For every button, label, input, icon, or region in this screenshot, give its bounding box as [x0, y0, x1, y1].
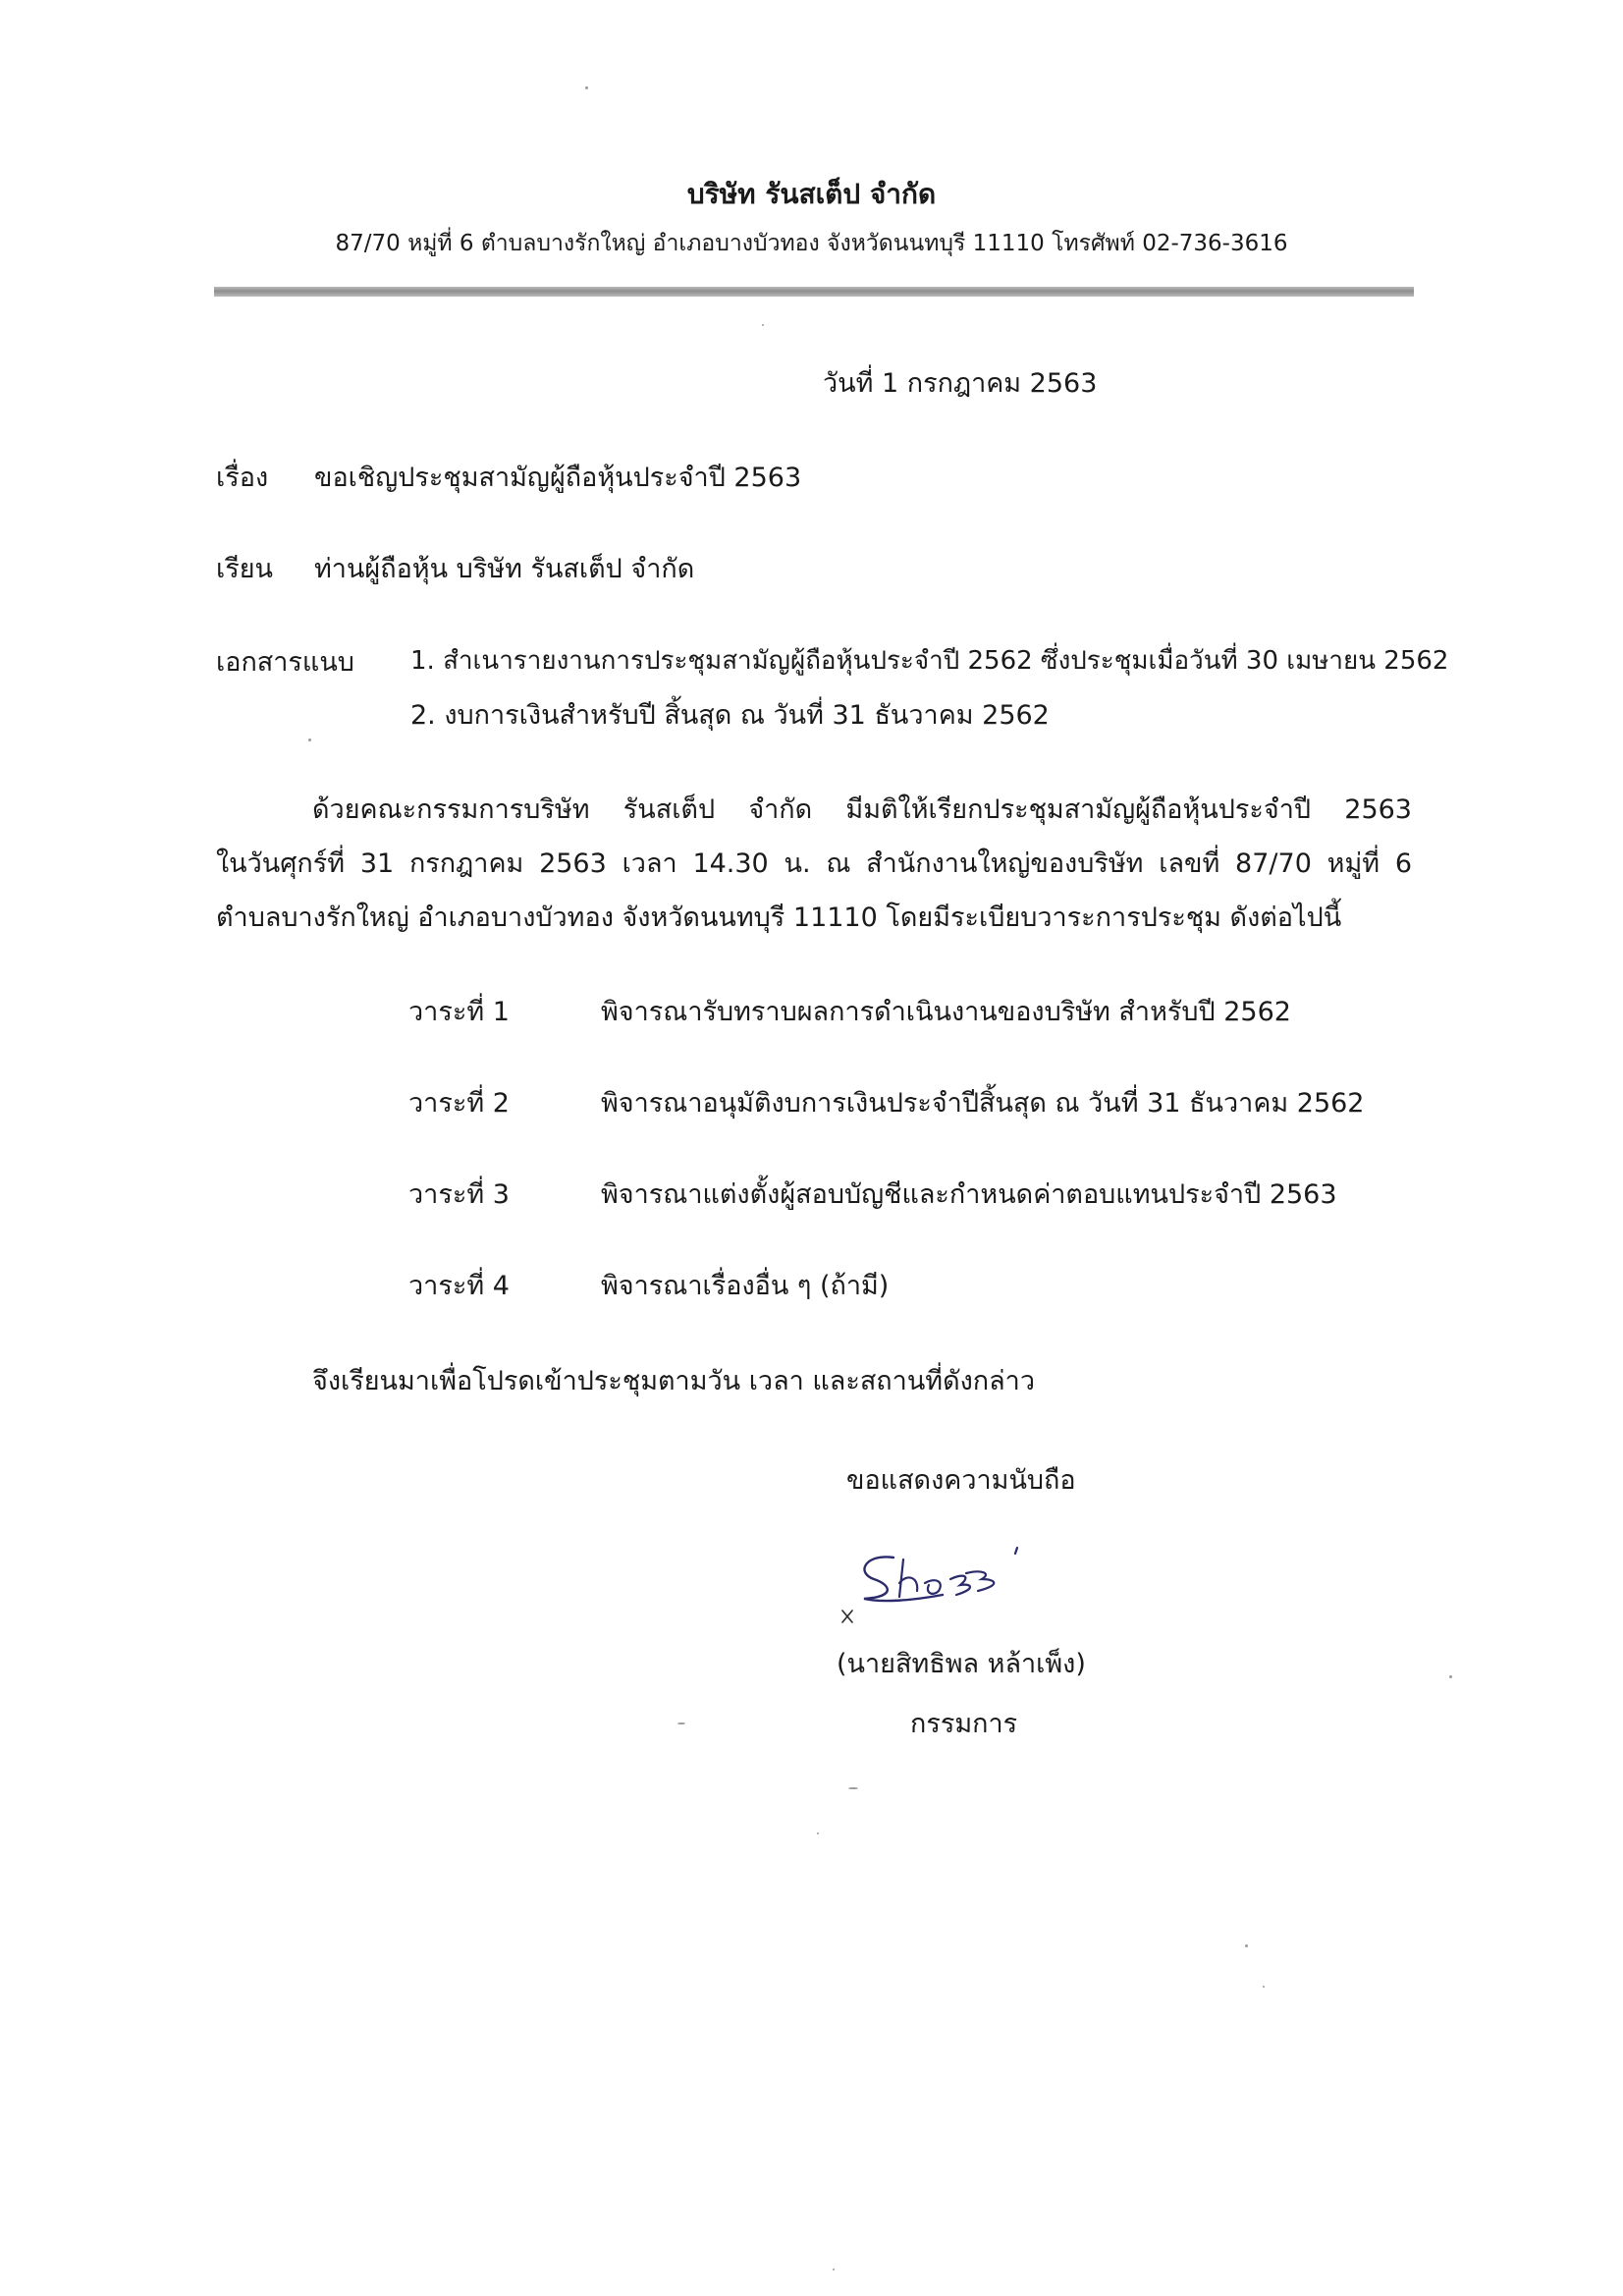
scan-speck — [1245, 1944, 1248, 1947]
closing-line: จึงเรียนมาเพื่อโปรดเข้าประชุมตามวัน เวลา และสถานที่ดังกล่าว — [312, 1366, 1036, 1396]
body-line: ด้วยคณะกรรมการบริษัท รันสเต็ป จำกัด มีมติให้เรียกประชุมสามัญผู้ถือหุ้นประจำปี 2563 — [312, 794, 1412, 825]
agenda-number: วาระที่ 4 — [408, 1271, 510, 1301]
scan-speck — [677, 1722, 685, 1724]
company-name: บริษัท รันสเต็ป จำกัด — [686, 178, 937, 210]
scan-speck — [833, 2269, 835, 2270]
signature-image — [835, 1540, 1070, 1628]
subject-value: ขอเชิญประชุมสามัญผู้ถือหุ้นประจำปี 2563 — [314, 463, 802, 493]
attachment-item: 1. สำเนารายงานการประชุมสามัญผู้ถือหุ้นประจำปี 2562 ซึ่งประชุมเมื่อวันที่ 30 เมษายน 2562 — [410, 646, 1449, 676]
agenda-number: วาระที่ 3 — [408, 1179, 510, 1210]
regards-line: ขอแสดงความนับถือ — [846, 1465, 1076, 1496]
letter-date: วันที่ 1 กรกฎาคม 2563 — [823, 368, 1098, 399]
agenda-number: วาระที่ 2 — [408, 1088, 510, 1119]
subject-label: เรื่อง — [216, 463, 269, 493]
scan-speck — [1263, 1986, 1265, 1988]
scan-speck — [1449, 1675, 1452, 1678]
scan-speck — [762, 324, 764, 326]
recipient-value: ท่านผู้ถือหุ้น บริษัท รันสเต็ป จำกัด — [314, 554, 695, 584]
recipient-label: เรียน — [216, 554, 274, 584]
agenda-text: พิจารณารับทราบผลการดำเนินงานของบริษัท สำหรับปี 2562 — [601, 997, 1291, 1027]
agenda-text: พิจารณาเรื่องอื่น ๆ (ถ้ามี) — [601, 1271, 890, 1301]
company-address: 87/70 หมู่ที่ 6 ตำบลบางรักใหญ่ อำเภอบางบัวทอง จังหวัดนนทบุรี 11110 โทรศัพท์ 02-736-3616 — [335, 231, 1288, 256]
scan-speck — [308, 738, 311, 741]
scan-speck — [848, 1787, 858, 1789]
body-line: ตำบลบางรักใหญ่ อำเภอบางบัวทอง จังหวัดนนทบุรี 11110 โดยมีระเบียบวาระการประชุม ดังต่อไปนี้ — [216, 902, 1342, 933]
scan-speck — [817, 1832, 819, 1834]
agenda-number: วาระที่ 1 — [408, 997, 510, 1027]
agenda-text: พิจารณาอนุมัติงบการเงินประจำปีสิ้นสุด ณ วันที่ 31 ธันวาคม 2562 — [601, 1088, 1365, 1119]
attachment-item: 2. งบการเงินสำหรับปี สิ้นสุด ณ วันที่ 31 ธันวาคม 2562 — [410, 700, 1050, 731]
agenda-text: พิจารณาแต่งตั้งผู้สอบบัญชีและกำหนดค่าตอบแทนประจำปี 2563 — [601, 1179, 1337, 1210]
header-divider — [214, 287, 1414, 297]
attachments-label: เอกสารแนบ — [216, 647, 354, 678]
signatory-position: กรรมการ — [910, 1709, 1018, 1739]
signatory-name: (นายสิทธิพล หล้าเพ็ง) — [837, 1649, 1086, 1679]
body-line: ในวันศุกร์ที่ 31 กรกฎาคม 2563 เวลา 14.30 น. ณ สำนักงานใหญ่ของบริษัท เลขที่ 87/70 หมู่ที่ 6 — [216, 848, 1412, 879]
scan-speck — [585, 86, 588, 89]
